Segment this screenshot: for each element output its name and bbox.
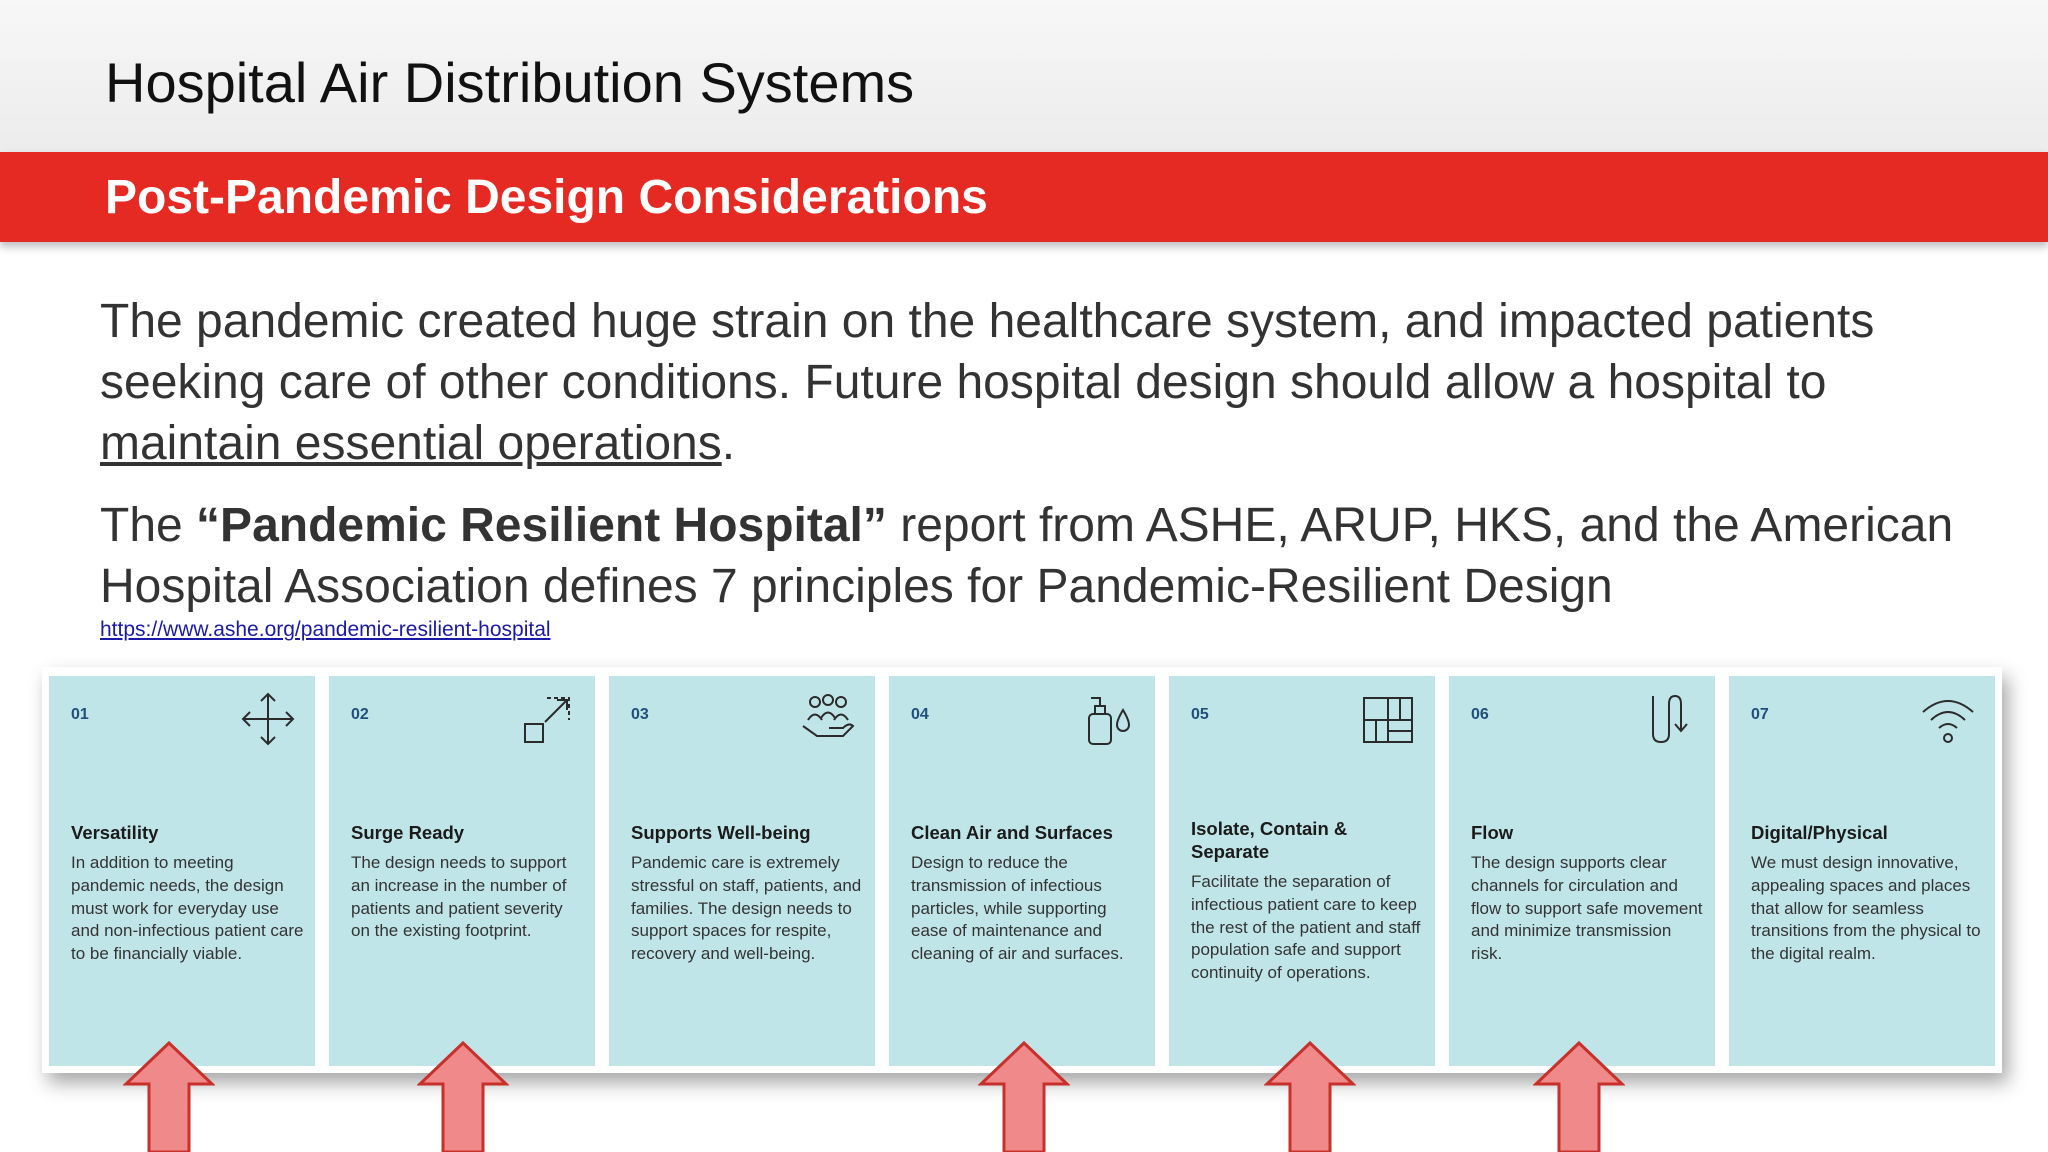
intro-text-end: . [721, 417, 736, 470]
grid-separate-icon [1359, 690, 1417, 748]
card-body: In addition to meeting pandemic needs, the design must work for everyday use and non-infectious patient care to be financially viable. [71, 853, 304, 964]
report-paragraph [100, 495, 2000, 617]
expand-icon [519, 690, 577, 748]
highlight-arrow-flow [1533, 1040, 1625, 1152]
principle-card-versatility [49, 676, 315, 1066]
card-title: Flow [1471, 822, 1514, 843]
principle-card-clean-air [889, 676, 1155, 1066]
principle-card-flow [1449, 676, 1715, 1066]
highlight-arrow-isolate [1264, 1040, 1356, 1152]
card-number: 05 [1191, 706, 1209, 723]
card-body: Design to reduce the transmission of infectious particles, while supporting ease of maintenance and cleaning of air and surfaces. [911, 853, 1124, 964]
card-body: Pandemic care is extremely stressful on staff, patients, and families. The design needs to support spaces for respite, recovery and well-being. [631, 853, 862, 964]
title-band [0, 0, 2048, 152]
highlight-arrow-clean-air [978, 1040, 1070, 1152]
principle-card-isolate [1169, 676, 1435, 1066]
essential-operations-phrase: maintain essential operations [100, 417, 722, 470]
card-number: 02 [351, 706, 369, 723]
principle-card-surge-ready [329, 676, 595, 1066]
card-number: 03 [631, 706, 649, 723]
card-title: Isolate, Contain & Separate [1191, 818, 1348, 862]
card-number: 04 [911, 706, 929, 723]
soap-drop-icon [1079, 690, 1137, 748]
page-title: Hospital Air Distribution Systems [105, 51, 915, 114]
card-title: Supports Well-being [631, 822, 811, 843]
section-subtitle: Post-Pandemic Design Considerations [105, 171, 988, 224]
card-number: 07 [1751, 706, 1769, 723]
card-title: Versatility [71, 822, 159, 843]
report-text-end: report from ASHE, ARUP, HKS, and the American Hospital Association defines 7 principles for Pandemic-Resilient Design [100, 499, 1954, 613]
principle-card-well-being [609, 676, 875, 1066]
intro-paragraph [100, 291, 2000, 474]
card-title: Digital/Physical [1751, 822, 1888, 843]
intro-text-start: The pandemic created huge strain on the healthcare system, and impacted patients seeking care of other conditions. Future hospital design should allow a hospital to [100, 295, 1875, 409]
card-number: 01 [71, 706, 89, 723]
card-title: Clean Air and Surfaces [911, 822, 1113, 843]
principles-panel [42, 667, 2002, 1073]
report-url-link[interactable]: https://www.ashe.org/pandemic-resilient-hospital [100, 618, 551, 641]
highlight-arrow-versatility [123, 1040, 215, 1152]
card-body: Facilitate the separation of infectious patient care to keep the rest of the patient and staff population safe and support continuity of operations. [1191, 872, 1421, 983]
flow-arrow-icon [1639, 690, 1697, 748]
principle-card-digital-physical [1729, 676, 1995, 1066]
subtitle-bar [0, 152, 2048, 242]
card-body: We must design innovative, appealing spaces and places that allow for seamless transitions from the physical to the digital realm. [1751, 853, 1981, 964]
wifi-icon [1919, 690, 1977, 748]
card-body: The design needs to support an increase in the number of patients and patient severity on the existing footprint. [351, 853, 567, 941]
move-arrows-icon [239, 690, 297, 748]
people-in-hand-icon [799, 690, 857, 748]
report-name: “Pandemic Resilient Hospital” [196, 499, 887, 552]
report-text-start: The [100, 499, 197, 552]
highlight-arrow-surge-ready [417, 1040, 509, 1152]
card-body: The design supports clear channels for circulation and flow to support safe movement and minimize transmission risk. [1471, 853, 1703, 964]
card-title: Surge Ready [351, 822, 465, 843]
card-number: 06 [1471, 706, 1489, 723]
